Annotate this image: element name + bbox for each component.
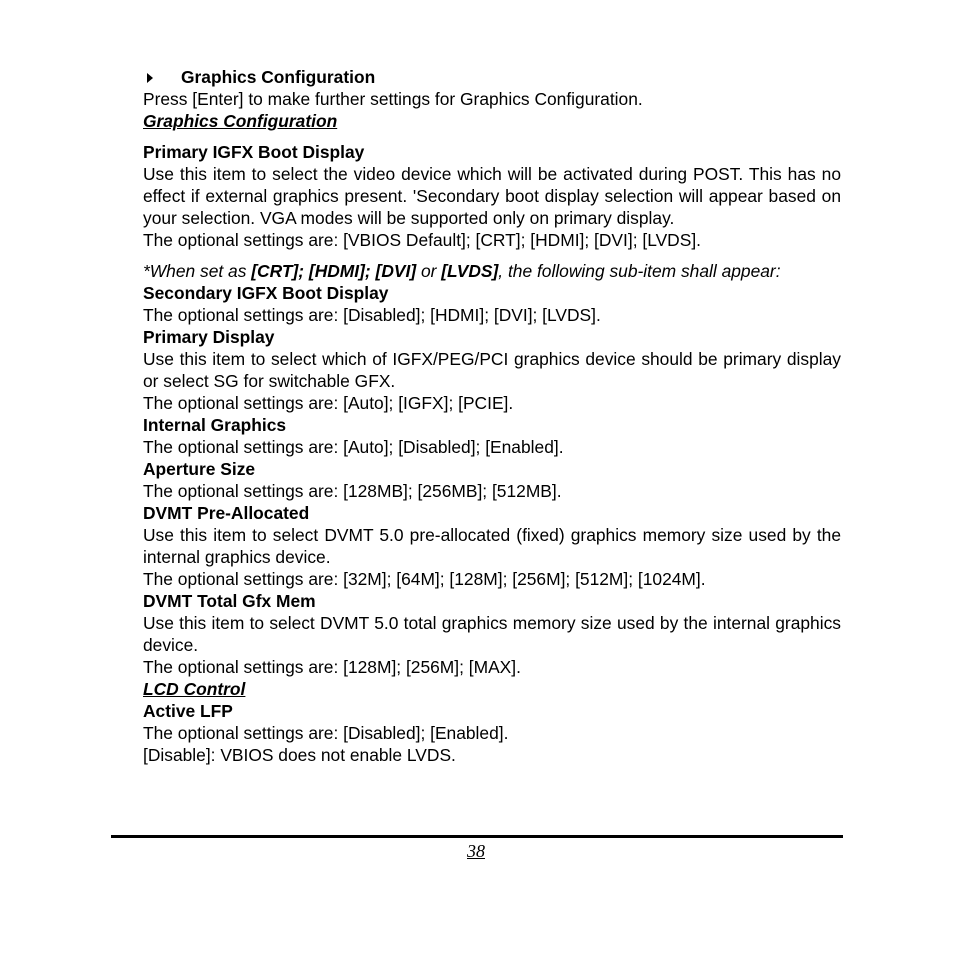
triangle-bullet-icon: [147, 73, 153, 83]
active-lfp-note: [Disable]: VBIOS does not enable LVDS.: [143, 745, 456, 765]
primary-display-title: Primary Display: [143, 327, 275, 347]
sub-item-note: [143, 260, 841, 282]
note-text-3: , the following sub-item shall appear:: [498, 261, 781, 281]
graphics-config-heading-row: [147, 66, 841, 88]
graphics-config-desc: Press [Enter] to make further settings for Graphics Configuration.: [143, 89, 643, 109]
active-lfp-options: The optional settings are: [Disabled]; [Enabled].: [143, 723, 509, 743]
dvmt-pre-allocated-options: The optional settings are: [32M]; [64M]; [128M]; [256M]; [512M]; [1024M].: [143, 569, 706, 589]
lcd-control-section-title: LCD Control: [143, 679, 246, 699]
note-text-2: or: [416, 261, 442, 281]
aperture-size-title: Aperture Size: [143, 459, 256, 479]
dvmt-total-desc: Use this item to select DVMT 5.0 total graphics memory size used by the internal graphics device.: [143, 613, 841, 655]
note-bold-2: [LVDS]: [441, 261, 499, 281]
primary-igfx-options: The optional settings are: [VBIOS Default]; [CRT]; [HDMI]; [DVI]; [LVDS].: [143, 230, 701, 250]
dvmt-pre-allocated-title: DVMT Pre-Allocated: [143, 503, 310, 523]
graphics-config-section-title: Graphics Configuration: [143, 111, 338, 131]
internal-graphics-options: The optional settings are: [Auto]; [Disabled]; [Enabled].: [143, 437, 564, 457]
aperture-size-options: The optional settings are: [128MB]; [256MB]; [512MB].: [143, 481, 562, 501]
active-lfp-title: Active LFP: [143, 701, 233, 721]
dvmt-total-options: The optional settings are: [128M]; [256M]; [MAX].: [143, 657, 521, 677]
primary-display-options: The optional settings are: [Auto]; [IGFX]; [PCIE].: [143, 393, 514, 413]
primary-igfx-desc: Use this item to select the video device which will be activated during POST. This has no effect if external graphics present. 'Secondary boot display selection will appear based on your selection. VGA modes will be supported only on primary display.: [143, 164, 841, 228]
secondary-igfx-options: The optional settings are: [Disabled]; [HDMI]; [DVI]; [LVDS].: [143, 305, 601, 325]
internal-graphics-title: Internal Graphics: [143, 415, 287, 435]
dvmt-pre-allocated-desc: Use this item to select DVMT 5.0 pre-allocated (fixed) graphics memory size used by the internal graphics device.: [143, 525, 841, 567]
primary-igfx-title: Primary IGFX Boot Display: [143, 142, 365, 162]
graphics-config-heading: Graphics Configuration: [181, 67, 376, 87]
secondary-igfx-title: Secondary IGFX Boot Display: [143, 283, 389, 303]
primary-display-desc: Use this item to select which of IGFX/PEG/PCI graphics device should be primary display or select SG for switchable GFX.: [143, 349, 841, 391]
footer-divider: [111, 835, 843, 838]
page-content: [143, 66, 841, 766]
note-text-1: *When set as: [143, 261, 252, 281]
page-number: 38: [467, 841, 485, 861]
note-bold-1: [CRT]; [HDMI]; [DVI]: [251, 261, 417, 281]
dvmt-total-title: DVMT Total Gfx Mem: [143, 591, 316, 611]
